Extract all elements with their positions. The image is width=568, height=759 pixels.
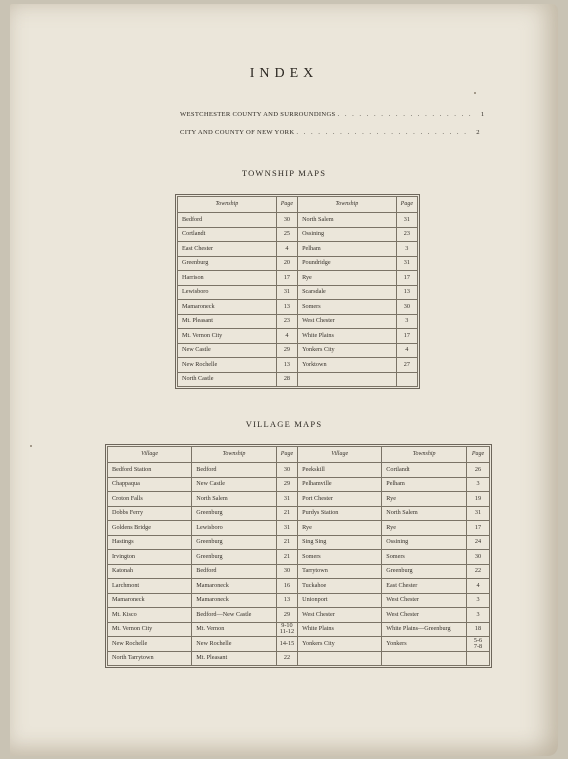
toc-leader-dots: . . . . . . . . . . . . . . . . . . . — [337, 111, 473, 118]
page-cell: 25 — [276, 227, 297, 242]
township-cell: Lewisboro — [178, 285, 277, 300]
table-row — [178, 256, 418, 271]
village-cell: Croton Falls — [108, 492, 192, 507]
township-cell: New Castle — [192, 477, 277, 492]
column-header-page: Page — [276, 197, 297, 213]
village-cell: Sing Sing — [298, 535, 382, 550]
page-number: 19 — [474, 494, 482, 502]
table-header-row — [178, 197, 418, 213]
page-number: 30 — [283, 465, 291, 473]
page-cell — [467, 593, 490, 608]
page-cell: 28 — [276, 372, 297, 387]
page-cell — [276, 492, 297, 507]
village-cell: Peekskill — [298, 463, 382, 478]
table-header-row — [108, 447, 490, 463]
village-cell: Port Chester — [298, 492, 382, 507]
toc-leader-dots: . . . . . . . . . . . . . . . . . . . . . . . . — [296, 129, 468, 136]
village-cell: White Plains — [298, 622, 382, 637]
page-cell — [276, 637, 297, 652]
township-cell: Cortlandt — [178, 227, 277, 242]
township-cell: New Castle — [178, 343, 277, 358]
table-row — [178, 372, 418, 387]
toc-entry-new-york — [180, 129, 480, 136]
table-row — [108, 550, 490, 565]
township-cell: Scarsdale — [298, 285, 397, 300]
township-cell: Ossining — [382, 535, 467, 550]
table-row — [178, 271, 418, 286]
page-number: 21 — [283, 509, 291, 517]
village-cell: Mamaroneck — [108, 593, 192, 608]
village-cell: North Tarrytown — [108, 651, 192, 666]
page-number: 4 — [476, 581, 480, 589]
page-number: 3 — [476, 596, 480, 604]
table-row — [108, 535, 490, 550]
table-row — [108, 564, 490, 579]
table-row — [108, 477, 490, 492]
column-header-page: Page — [396, 197, 417, 213]
township-cell: Bedford — [192, 463, 277, 478]
page-cell — [276, 608, 297, 623]
page-cell: 20 — [276, 256, 297, 271]
page-number: 22 — [283, 654, 291, 662]
table-row — [178, 242, 418, 257]
township-cell: Bedford — [192, 564, 277, 579]
page-number: 16 — [283, 581, 291, 589]
table-row — [178, 314, 418, 329]
village-cell: Irvington — [108, 550, 192, 565]
page-cell: 23 — [276, 314, 297, 329]
page-cell: 4 — [276, 329, 297, 344]
township-cell: Ossining — [298, 227, 397, 242]
township-cell: Yonkers City — [298, 343, 397, 358]
township-cell: Bedford—New Castle — [192, 608, 277, 623]
village-cell: Unionport — [298, 593, 382, 608]
page-cell: 17 — [396, 329, 417, 344]
township-cell: West Chester — [298, 314, 397, 329]
village-cell: Mt. Kisco — [108, 608, 192, 623]
page-cell: 30 — [396, 300, 417, 315]
village-cell: Larchmont — [108, 579, 192, 594]
page-cell: 31 — [396, 213, 417, 228]
township-cell: Mt. Pleasant — [178, 314, 277, 329]
table-row — [178, 343, 418, 358]
page-cell: 31 — [396, 256, 417, 271]
village-cell: Tuckahoe — [298, 579, 382, 594]
township-cell: Greenburg — [178, 256, 277, 271]
page-number: 3 — [476, 480, 480, 488]
column-header-township: Township — [298, 197, 397, 213]
township-cell: Cortlandt — [382, 463, 467, 478]
table-row — [108, 622, 490, 637]
column-header-township: Township — [192, 447, 277, 463]
page-cell: 17 — [276, 271, 297, 286]
page-cell — [276, 463, 297, 478]
table-row — [108, 492, 490, 507]
village-cell: Chappaqua — [108, 477, 192, 492]
toc-entry-label: WESTCHESTER COUNTY AND SURROUNDINGS — [180, 111, 336, 118]
township-cell: Pelham — [298, 242, 397, 257]
page-number: 22 — [474, 567, 482, 575]
page-cell: 13 — [276, 358, 297, 373]
page-cell: 13 — [396, 285, 417, 300]
village-cell: Purdys Station — [298, 506, 382, 521]
page-number: 9-10 — [281, 622, 293, 630]
township-maps-heading: TOWNSHIP MAPS — [241, 168, 327, 178]
village-cell: Katonah — [108, 564, 192, 579]
page-title: INDEX — [249, 66, 319, 81]
village-cell: Hastings — [108, 535, 192, 550]
village-cell: New Rochelle — [108, 637, 192, 652]
township-cell: East Chester — [178, 242, 277, 257]
page-cell — [467, 492, 490, 507]
township-cell: Yonkers — [382, 637, 467, 652]
page-number: 31 — [474, 509, 482, 517]
column-header-village: Village — [298, 447, 382, 463]
page-number: 5-6 — [473, 636, 483, 644]
toc-entry-westchester — [180, 111, 485, 118]
page-number: 21 — [283, 552, 291, 560]
paper-speck — [474, 92, 476, 94]
township-cell: Somers — [382, 550, 467, 565]
page-cell — [276, 564, 297, 579]
page-number: 24 — [474, 538, 482, 546]
page-cell: 3 — [396, 242, 417, 257]
table-row — [108, 637, 490, 652]
table-row — [108, 608, 490, 623]
page-cell — [396, 372, 417, 387]
column-header-page: Page — [467, 447, 490, 463]
table-row — [108, 651, 490, 666]
village-cell: Dobbs Ferry — [108, 506, 192, 521]
township-cell: Somers — [298, 300, 397, 315]
township-cell: Rye — [298, 271, 397, 286]
page-number: 17 — [474, 523, 482, 531]
page-cell — [467, 535, 490, 550]
page-number: 29 — [283, 610, 291, 618]
page-number: 31 — [283, 494, 291, 502]
village-cell: Mt. Vernon City — [108, 622, 192, 637]
township-cell: Bedford — [178, 213, 277, 228]
page-cell — [467, 521, 490, 536]
page-cell: 4 — [396, 343, 417, 358]
page-cell — [467, 608, 490, 623]
page-cell: 27 — [396, 358, 417, 373]
township-cell: White Plains—Greenburg — [382, 622, 467, 637]
page-cell — [467, 579, 490, 594]
page-cell — [276, 535, 297, 550]
village-cell: Bedford Station — [108, 463, 192, 478]
toc-entry-label: CITY AND COUNTY OF NEW YORK — [180, 129, 295, 136]
column-header-township: Township — [382, 447, 467, 463]
page-number: 21 — [283, 538, 291, 546]
table-row — [108, 506, 490, 521]
table-row — [178, 358, 418, 373]
page-number: 29 — [283, 480, 291, 488]
village-maps-table — [107, 446, 490, 666]
township-cell: East Chester — [382, 579, 467, 594]
township-maps-table — [177, 196, 418, 387]
township-cell: Greenburg — [192, 506, 277, 521]
village-cell: West Chester — [298, 608, 382, 623]
table-row — [178, 300, 418, 315]
table-row — [108, 463, 490, 478]
page-number: 18 — [474, 625, 482, 633]
page-cell — [467, 550, 490, 565]
township-cell: Mamaroneck — [192, 579, 277, 594]
page-cell — [467, 622, 490, 637]
page-cell: 23 — [396, 227, 417, 242]
page-cell: 4 — [276, 242, 297, 257]
page-cell: 13 — [276, 300, 297, 315]
page-cell: 29 — [276, 343, 297, 358]
toc-entry-page: 2 — [476, 129, 480, 136]
township-cell: Yorktown — [298, 358, 397, 373]
column-header-village: Village — [108, 447, 192, 463]
village-maps-heading: VILLAGE MAPS — [245, 419, 323, 429]
page-cell — [467, 506, 490, 521]
township-cell: New Rochelle — [178, 358, 277, 373]
page-cell — [467, 564, 490, 579]
township-cell: White Plains — [298, 329, 397, 344]
township-cell: Mt. Vernon City — [178, 329, 277, 344]
page-number: 11-12 — [279, 628, 295, 636]
paper-speck — [30, 445, 32, 447]
table-row — [108, 593, 490, 608]
township-cell: Mt. Pleasant — [192, 651, 277, 666]
township-cell: North Salem — [298, 213, 397, 228]
page-cell — [467, 463, 490, 478]
village-cell: Pelhamville — [298, 477, 382, 492]
village-cell: Goldens Bridge — [108, 521, 192, 536]
village-cell — [298, 651, 382, 666]
page-cell: 3 — [396, 314, 417, 329]
village-cell: Yonkers City — [298, 637, 382, 652]
page-cell — [276, 651, 297, 666]
page-number: 7-8 — [473, 642, 483, 650]
page-cell: 17 — [396, 271, 417, 286]
page-number: 3 — [476, 610, 480, 618]
village-cell: Tarrytown — [298, 564, 382, 579]
page-cell: 30 — [276, 213, 297, 228]
township-cell: Rye — [382, 521, 467, 536]
page-number: 30 — [283, 567, 291, 575]
page-cell — [467, 637, 490, 652]
page-cell — [276, 477, 297, 492]
township-cell: North Salem — [192, 492, 277, 507]
page-number: 26 — [474, 465, 482, 473]
page-cell — [467, 651, 490, 666]
township-cell — [298, 372, 397, 387]
table-row — [178, 227, 418, 242]
toc-entry-page: 1 — [480, 111, 485, 118]
page-number: 31 — [283, 523, 291, 531]
page-cell — [467, 477, 490, 492]
township-cell: Greenburg — [192, 535, 277, 550]
township-cell: Mamaroneck — [192, 593, 277, 608]
township-cell: Greenburg — [192, 550, 277, 565]
page-cell — [276, 579, 297, 594]
village-cell: Somers — [298, 550, 382, 565]
table-row — [178, 213, 418, 228]
township-cell: Pelham — [382, 477, 467, 492]
township-cell: New Rochelle — [192, 637, 277, 652]
township-cell: West Chester — [382, 593, 467, 608]
page-cell — [276, 506, 297, 521]
table-row — [178, 329, 418, 344]
village-cell: Rye — [298, 521, 382, 536]
township-cell: Rye — [382, 492, 467, 507]
township-cell: North Castle — [178, 372, 277, 387]
page-number: 30 — [474, 552, 482, 560]
page-cell — [276, 622, 297, 637]
township-cell: Mamaroneck — [178, 300, 277, 315]
column-header-township: Township — [178, 197, 277, 213]
township-cell — [382, 651, 467, 666]
page-number: 14-15 — [279, 639, 295, 647]
page-cell — [276, 593, 297, 608]
township-cell: Poundridge — [298, 256, 397, 271]
page-cell — [276, 550, 297, 565]
township-cell: Greenburg — [382, 564, 467, 579]
column-header-page: Page — [276, 447, 297, 463]
township-cell: Harrison — [178, 271, 277, 286]
page-cell: 31 — [276, 285, 297, 300]
township-cell: North Salem — [382, 506, 467, 521]
page-number: 13 — [283, 596, 291, 604]
township-cell: West Chester — [382, 608, 467, 623]
township-cell: Lewisboro — [192, 521, 277, 536]
table-row — [108, 579, 490, 594]
table-row — [178, 285, 418, 300]
table-row — [108, 521, 490, 536]
township-cell: Mt. Vernon — [192, 622, 277, 637]
page-cell — [276, 521, 297, 536]
